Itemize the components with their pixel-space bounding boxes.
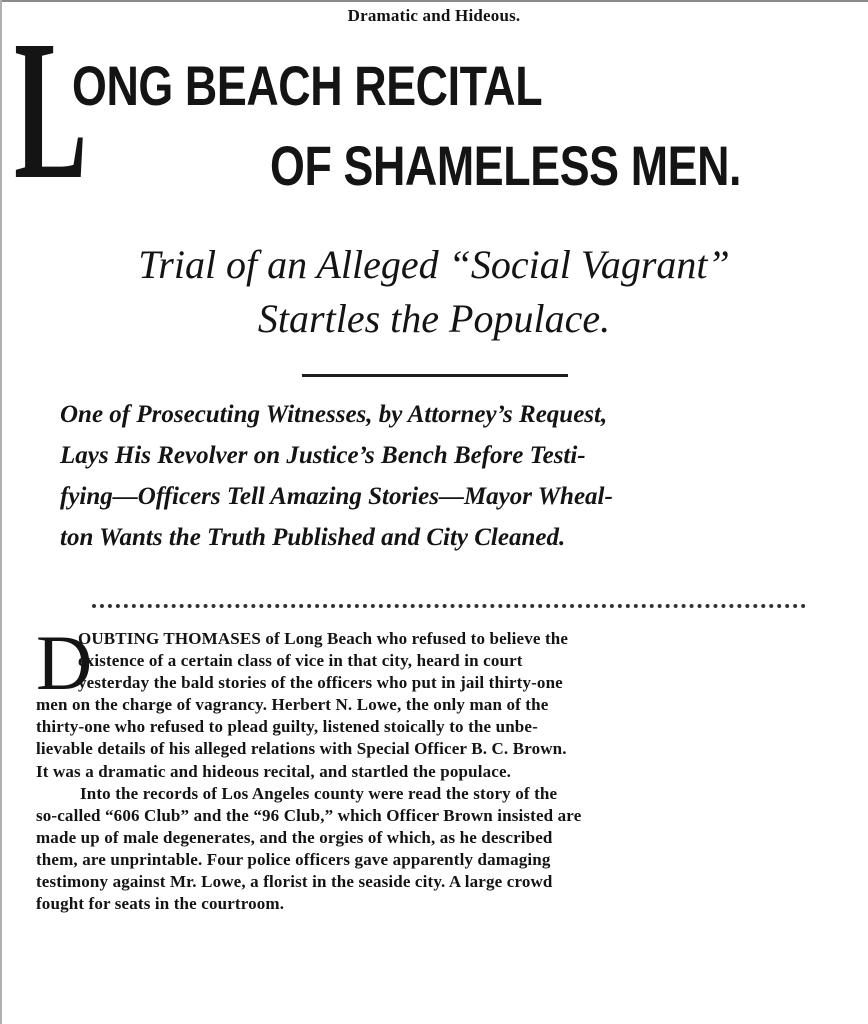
body-line: them, are unprintable. Four police officers gave apparently damaging [36,849,551,869]
body-line: lievable details of his alleged relations with Special Officer B. C. Brown. [36,739,567,759]
headline-drop-cap: L [14,36,88,186]
body-line: OUBTING THOMASES of Long Beach who refused to believe the [78,629,569,648]
headline-line-2: OF SHAMELESS MEN. [270,134,742,197]
body-drop-cap: D [36,619,93,706]
section-rule [302,374,568,377]
summary-line: fying—Officers Tell Amazing Stories—Mayor Wheal- [60,483,613,510]
body-line: thirty-one who refused to plead guilty, listened stoically to the unbe- [36,717,538,737]
subheadline [0,238,868,346]
summary-line: One of Prosecuting Witnesses, by Attorney’s Request, [60,401,608,428]
summary-line: ton Wants the Truth Published and City Cleaned. [60,524,566,551]
body-line: made up of male degenerates, and the orgies of which, as he described [36,827,553,847]
body-line: Into the records of Los Angeles county were read the story of the [80,783,558,803]
subheadline-line-2: Startles the Populace. [257,296,611,341]
body-line: men on the charge of vagrancy. Herbert N. Lowe, the only man of the [36,695,549,715]
body-line: It was a dramatic and hideous recital, and startled the populace. [36,761,512,781]
summary-deck [60,394,820,558]
kicker-headline: Dramatic and Hideous. [347,6,521,25]
body-line: testimony against Mr. Lowe, a florist in the seaside city. A large crowd [36,872,553,892]
article-body [36,628,822,915]
body-line: fought for seats in the courtroom. [36,894,285,914]
subheadline-line-1: Trial of an Alleged “Social Vagrant” [138,242,730,287]
body-line: existence of a certain class of vice in that city, heard in court [78,651,523,671]
summary-line: Lays His Revolver on Justice’s Bench Before Testi- [60,442,586,469]
body-line: yesterday the bald stories of the officers who put in jail thirty-one [78,673,563,693]
dotted-separator [92,604,806,608]
top-border [0,0,868,2]
body-line: so-called “606 Club” and the “96 Club,” which Officer Brown insisted are [36,805,582,825]
left-border [0,0,2,1024]
headline-line-1: ONG BEACH RECITAL [72,54,543,117]
